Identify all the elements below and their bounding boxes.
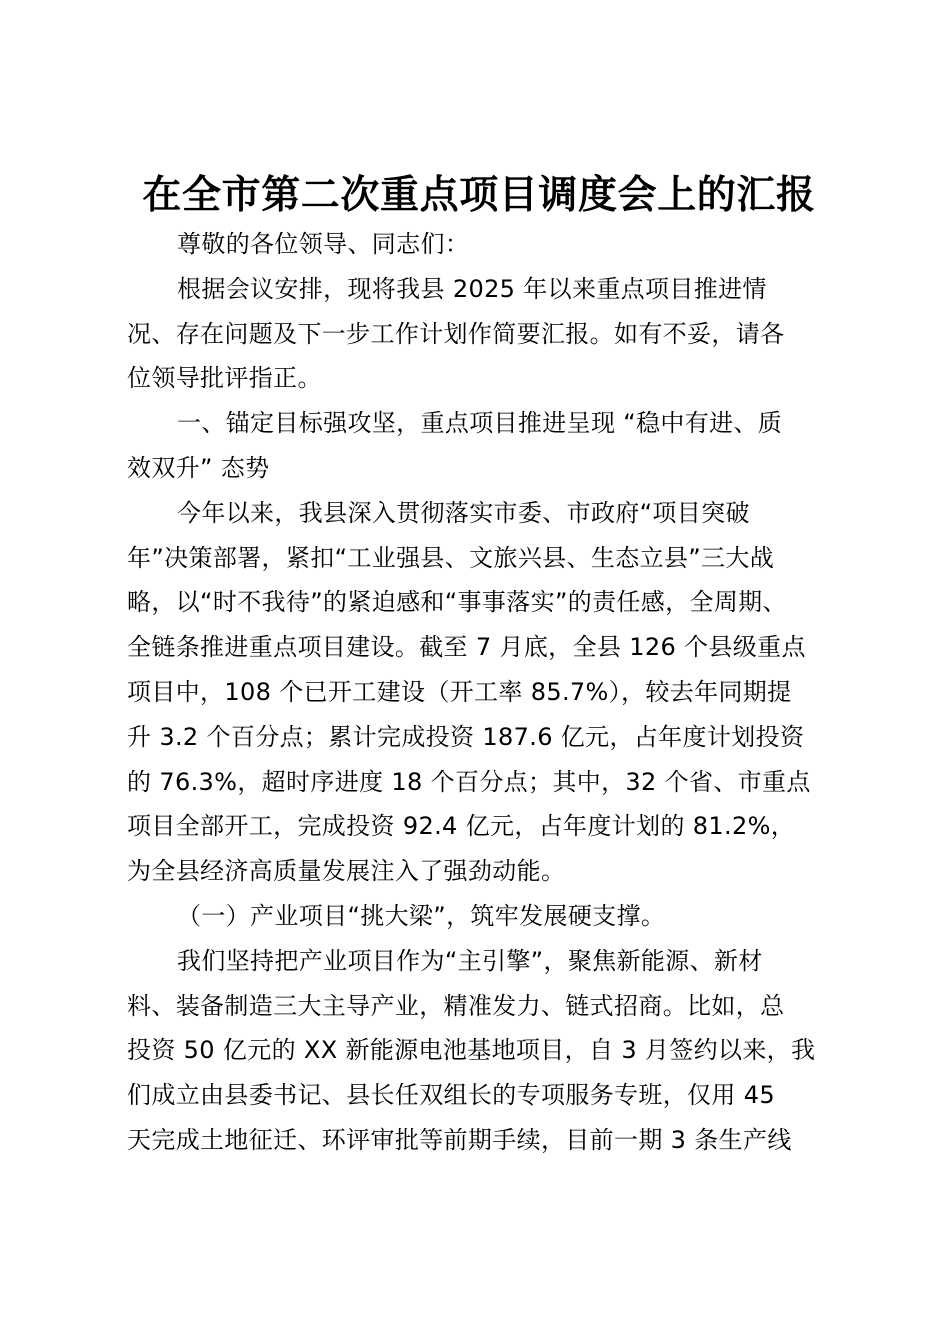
paragraph-line: 为全县经济高质量发展注入了强劲动能。 [127,857,566,886]
document-page [127,168,831,1163]
document-title: 在全市第二次重点项目调度会上的汇报 [142,172,816,218]
paragraph-line: 略，以“时不我待”的紧迫感和“事事落实”的责任感，全周期、 [127,588,787,617]
paragraph-line: 年”决策部署，紧扣“工业强县、文旅兴县、生态立县”三大战 [127,543,775,572]
paragraph-line: 况、存在问题及下一步工作计划作简要汇报。如有不妥，请各 [127,319,785,348]
paragraph-line: 我们坚持把产业项目作为“主引擎”，聚焦新能源、新材 [177,946,763,975]
paragraph-line: 项目中，108 个已开工建设（开工率 85.7%），较去年同期提 [127,677,792,706]
subsection-heading-line: （一）产业项目“挑大梁”，筑牢发展硬支撑。 [177,901,666,930]
salutation-line: 尊敬的各位领导、同志们： [177,230,470,258]
paragraph-line: 的 76.3%，超时序进度 18 个百分点；其中，32 个省、市重点 [127,767,811,796]
paragraph-line: 料、装备制造三大主导产业，精准发力、链式招商。比如，总 [127,991,785,1020]
section-heading-line: 效双升” 态势 [127,453,270,482]
paragraph-line: 投资 50 亿元的 XX 新能源电池基地项目，自 3 月签约以来，我 [127,1036,816,1065]
paragraph-line: 根据会议安排，现将我县 2025 年以来重点项目推进情 [177,274,767,303]
paragraph-line: 全链条推进重点项目建设。截至 7 月底，全县 126 个县级重点 [127,633,806,662]
paragraph-line: 们成立由县委书记、县长任双组长的专项服务专班，仅用 45 [127,1081,775,1110]
paragraph-line: 项目全部开工，完成投资 92.4 亿元，占年度计划的 81.2%， [127,812,796,841]
paragraph-line: 今年以来，我县深入贯彻落实市委、市政府“项目突破 [177,498,750,527]
paragraph-line: 天完成土地征迁、环评审批等前期手续，目前一期 3 条生产线 [127,1125,792,1154]
paragraph-line: 位领导批评指正。 [127,364,322,393]
section-heading-line: 一、锚定目标强攻坚，重点项目推进呈现 “稳中有进、质 [177,409,783,438]
paragraph-line: 升 3.2 个百分点；累计完成投资 187.6 亿元，占年度计划投资 [127,722,805,751]
document-body [127,222,831,1163]
